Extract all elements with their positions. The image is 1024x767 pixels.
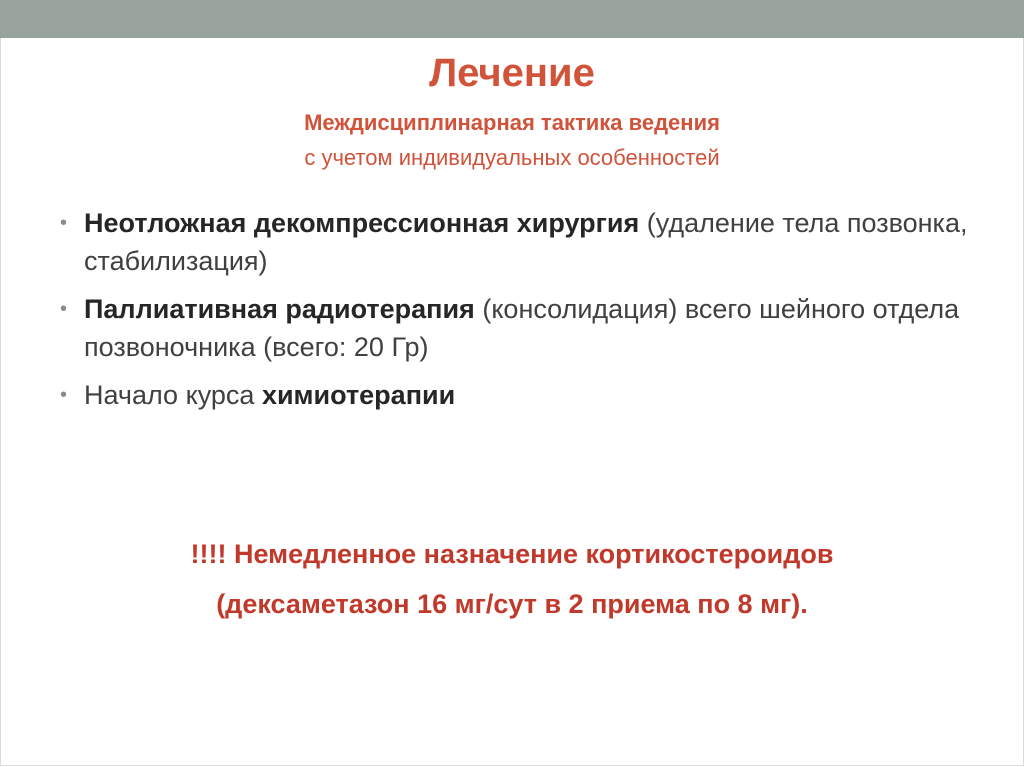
bullet-chemotherapy-text: Начало курса [84, 380, 262, 410]
bullet-dot-icon: • [60, 298, 68, 320]
bullet-dot-icon: • [60, 212, 68, 234]
bullet-chemotherapy-bold: химиотерапии [261, 380, 456, 410]
slide-subtitle-secondary: с учетом индивидуальных особенностей [304, 145, 720, 170]
bullet-radiotherapy-text: (консолидация) всего шейного отдела позвоночника (всего: 20 Гр) [84, 294, 960, 362]
warning-corticosteroids: !!!! Немедленное назначение кортикостероидов [190, 539, 834, 569]
bullet-radiotherapy-bold: Паллиативная радиотерапия [84, 294, 475, 324]
bullet-item-surgery [60, 204, 980, 280]
bullet-surgery-bold: Неотложная декомпрессионная хирургия [84, 208, 640, 238]
bullet-surgery-text: (удаление тела позвонка, стабилизация) [84, 208, 968, 276]
bullet-item-radiotherapy [60, 290, 980, 366]
slide-subtitle: Междисциплинарная тактика ведения [304, 110, 720, 135]
bullet-dot-icon: • [60, 384, 68, 406]
bullet-item-chemotherapy [60, 376, 980, 414]
slide-title: Лечение [429, 51, 595, 95]
bullet-list [60, 204, 980, 424]
warning-dexamethasone-dose: (дексаметазон 16 мг/сут в 2 приема по 8 мг). [216, 589, 808, 619]
top-bar [0, 0, 1024, 38]
